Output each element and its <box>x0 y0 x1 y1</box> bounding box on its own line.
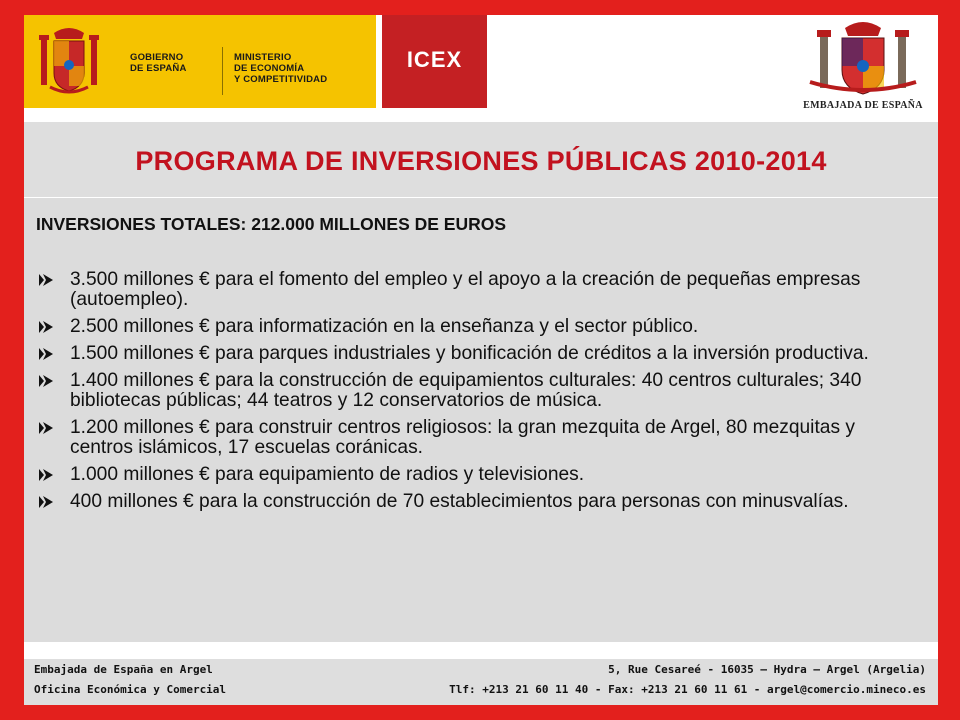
title-band <box>24 122 938 197</box>
footer <box>24 659 938 705</box>
arrow-bullet-icon <box>38 467 54 483</box>
list-item <box>36 270 916 310</box>
arrow-bullet-icon <box>38 373 54 389</box>
slide-frame <box>24 15 938 705</box>
arrow-bullet-icon <box>38 494 54 510</box>
content-panel <box>24 198 938 642</box>
bullet-text: 1.500 millones € para parques industriales y bonificación de créditos a la inversión productiva. <box>70 343 869 364</box>
subtitle: INVERSIONES TOTALES: 212.000 MILLONES DE EUROS <box>36 214 507 234</box>
bullet-list <box>36 270 916 519</box>
bullet-text: 1.000 millones € para equipamiento de radios y televisiones. <box>70 464 585 485</box>
ministerio-line: MINISTERIO <box>234 52 292 63</box>
gobierno-line: DE ESPAÑA <box>130 63 187 74</box>
gobierno-line: GOBIERNO <box>130 52 184 63</box>
header <box>24 15 938 122</box>
footer-embassy-name: Embajada de España en Argel <box>34 663 213 676</box>
gobierno-text <box>130 52 187 74</box>
bullet-text: 1.200 millones € para construir centros religiosos: la gran mezquita de Argel, 80 mezquitas y centros islámicos, 17 escuelas coránicas. <box>70 417 855 458</box>
icex-logo <box>382 15 487 108</box>
page-title: PROGRAMA DE INVERSIONES PÚBLICAS 2010-2014 <box>135 146 827 176</box>
bullet-text: 1.400 millones € para la construcción de equipamientos culturales: 40 centros culturales; 340 bibliotecas públicas; 44 teatros y 12 conservatorios de música. <box>70 370 862 411</box>
list-item <box>36 371 916 411</box>
bullet-text: 400 millones € para la construcción de 70 establecimientos para personas con minusvalías. <box>70 491 849 512</box>
arrow-bullet-icon <box>38 420 54 436</box>
bullet-text: 3.500 millones € para el fomento del empleo y el apoyo a la creación de pequeñas empresas (autoempleo). <box>70 269 861 310</box>
bullet-text: 2.500 millones € para informatización en la enseñanza y el sector público. <box>70 316 699 337</box>
gobierno-logo <box>24 15 376 108</box>
ministerio-text <box>234 52 327 85</box>
arrow-bullet-icon <box>38 272 54 288</box>
coat-of-arms-icon <box>38 25 100 99</box>
footer-address: 5, Rue Cesareé - 16035 – Hydra – Argel (Argelia) <box>608 663 926 676</box>
ministerio-line: Y COMPETITIVIDAD <box>234 74 328 85</box>
arrow-bullet-icon <box>38 319 54 335</box>
arrow-bullet-icon <box>38 346 54 362</box>
list-item <box>36 492 916 512</box>
embajada-label: EMBAJADA DE ESPAÑA <box>803 100 923 111</box>
list-item <box>36 418 916 458</box>
embassy-coat-of-arms-icon <box>790 18 936 100</box>
ministerio-line: DE ECONOMÍA <box>234 63 305 74</box>
embajada-logo <box>790 18 936 116</box>
footer-contact: Tlf: +213 21 60 11 40 - Fax: +213 21 60 11 61 - argel@comercio.mineco.es <box>449 683 926 696</box>
logo-divider <box>222 47 223 95</box>
list-item <box>36 317 916 337</box>
footer-office-name: Oficina Económica y Comercial <box>34 683 227 696</box>
list-item <box>36 344 916 364</box>
icex-label: ICEX <box>406 47 463 72</box>
list-item <box>36 465 916 485</box>
